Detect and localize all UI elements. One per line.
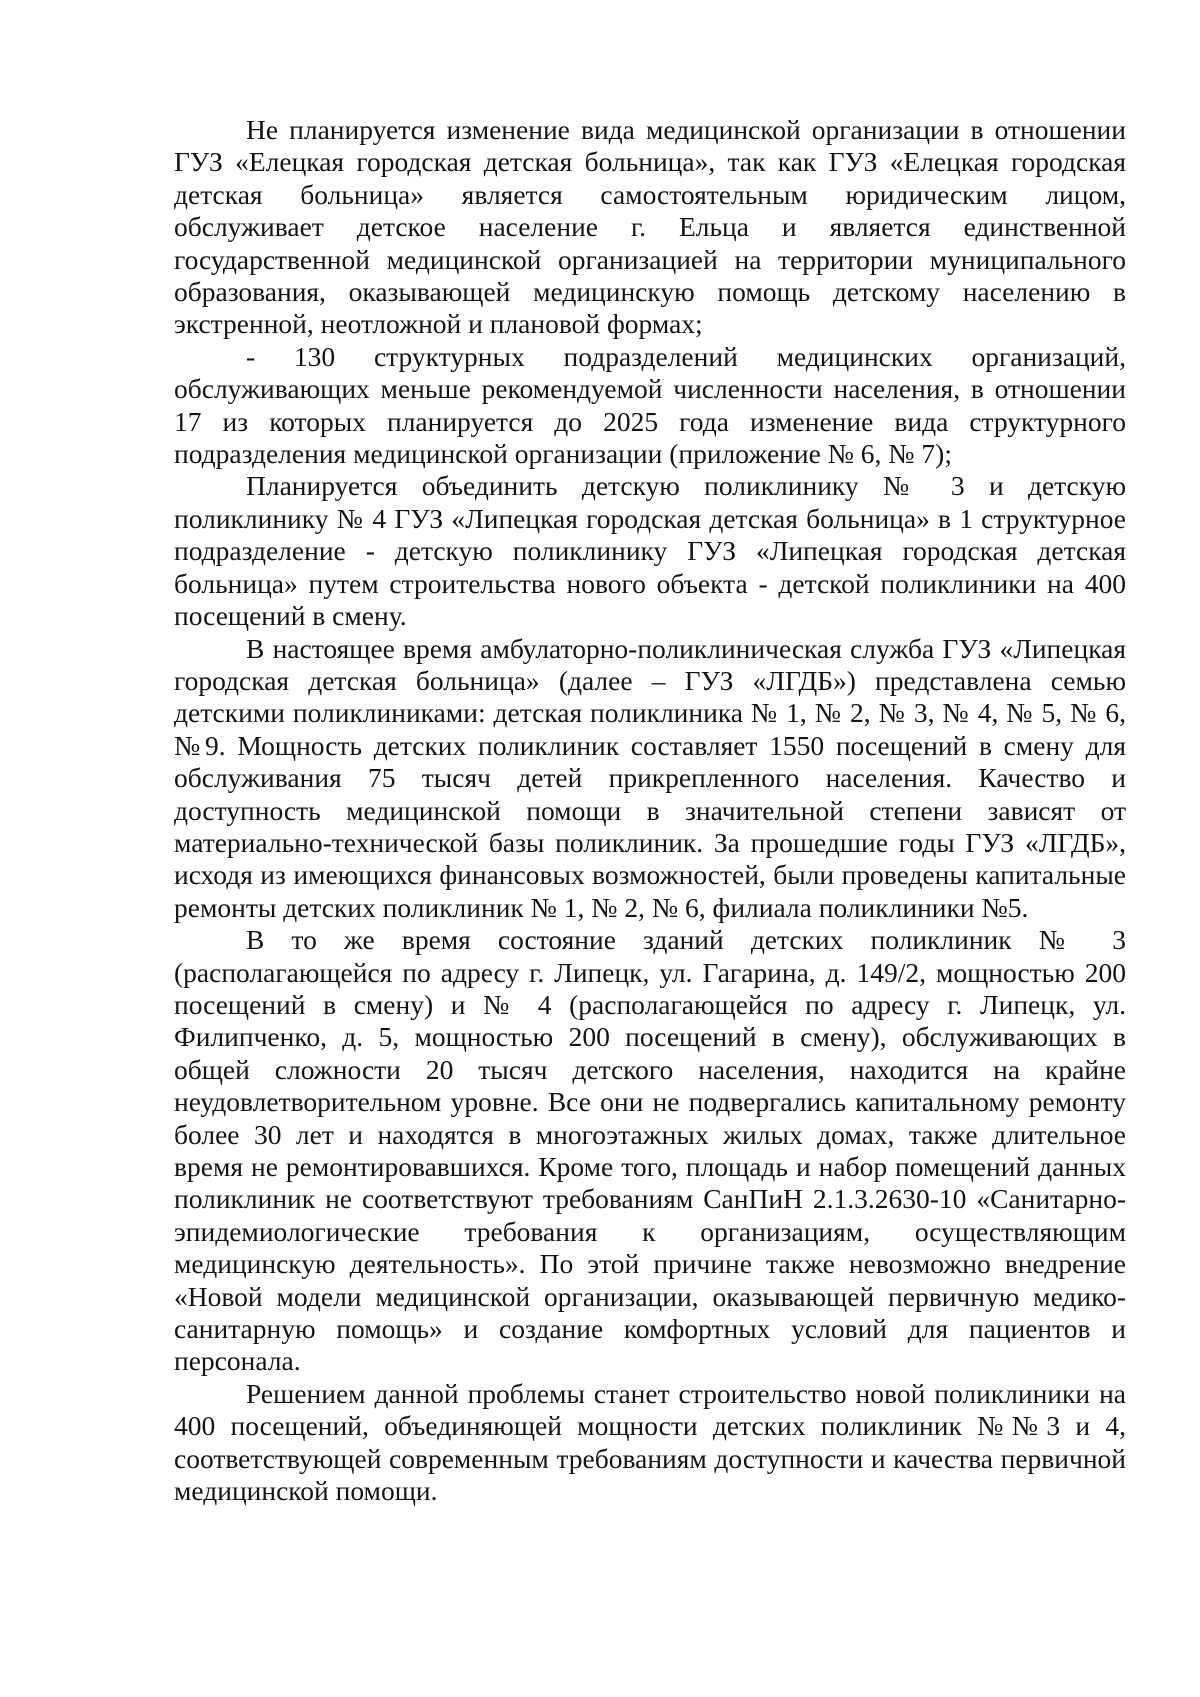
paragraph-yelets-hospital: Не планируется изменение вида медицинской организации в отношении ГУЗ «Елецкая городская детская больница», так как ГУЗ «Елецкая городская детская больница» является самостоятельным юридическим лицом, обслуживает детское население г. Ельца и является единственной государственной медицинской организацией на территории муниципального образования, оказывающей медицинскую помощь детскому населению в экстренной, неотложной и плановой формах;	[174, 114, 1126, 340]
document-body	[174, 114, 1126, 1507]
paragraph-structural-units: - 130 структурных подразделений медицинских организаций, обслуживающих меньше рекомендуемой численности населения, в отношении 17 из которых планируется до 2025 года изменение вида структурного подразделения медицинской организации (приложение № 6, № 7);	[174, 340, 1126, 470]
paragraph-current-service: В настоящее время амбулаторно-поликлиническая служба ГУЗ «Липецкая городская детская больница» (далее – ГУЗ «ЛГДБ») представлена семью детскими поликлиниками: детская поликлиника № 1, № 2, № 3, № 4, № 5, № 6, №9. Мощность детских поликлиник составляет 1550 посещений в смену для обслуживания 75 тысяч детей прикрепленного населения. Качество и доступность медицинской помощи в значительной степени зависят от материально-технической базы поликлиник. За прошедшие годы ГУЗ «ЛГДБ», исходя из имеющихся финансовых возможностей, были проведены капитальные ремонты детских поликлиник № 1, № 2, № 6, филиала поликлиники №5.	[174, 632, 1126, 923]
paragraph-merge-polyclinics: Планируется объединить детскую поликлинику № 3 и детскую поликлинику № 4 ГУЗ «Липецкая городская детская больница» в 1 структурное подразделение - детскую поликлинику ГУЗ «Липецкая городская детская больница» путем строительства нового объекта - детской поликлиники на 400 посещений в смену.	[174, 470, 1126, 632]
paragraph-solution: Решением данной проблемы станет строительство новой поликлиники на 400 посещений, объединяющей мощности детских поликлиник №№3 и 4, соответствующей современным требованиям доступности и качества первичной медицинской помощи.	[174, 1377, 1126, 1507]
paragraph-buildings-condition: В то же время состояние зданий детских поликлиник № 3 (располагающейся по адресу г. Липецк, ул. Гагарина, д. 149/2, мощностью 200 посещений в смену) и № 4 (располагающейся по адресу г. Липецк, ул. Филипченко, д. 5, мощностью 200 посещений в смену), обслуживающих в общей сложности 20 тысяч детского населения, находится на крайне неудовлетворительном уровне. Все они не подвергались капитальному ремонту более 30 лет и находятся в многоэтажных жилых домах, также длительное время не ремонтировавшихся. Кроме того, площадь и набор помещений данных поликлиник не соответствуют требованиям СанПиН 2.1.3.2630-10 «Санитарно-эпидемиологические требования к организациям, осуществляющим медицинскую деятельность». По этой причине также невозможно внедрение «Новой модели медицинской организации, оказывающей первичную медико-санитарную помощь» и создание комфортных условий для пациентов и персонала.	[174, 924, 1126, 1377]
